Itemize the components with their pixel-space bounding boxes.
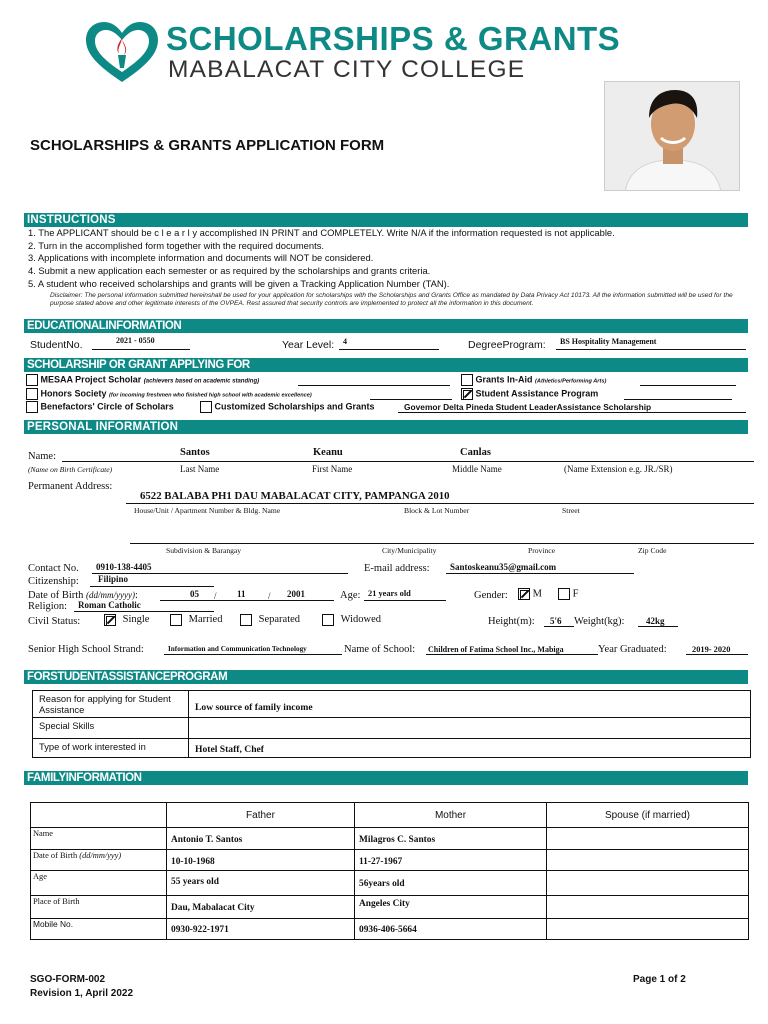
civil-married-checkbox[interactable] [170,614,182,626]
table-row [33,718,751,739]
dob-month[interactable]: 11 [237,589,246,599]
family-dob-note: (dd/mm/yyy) [79,851,122,860]
father-mobile[interactable]: 0930-922-1971 [167,919,355,940]
school-value[interactable]: Children of Fatima School Inc., Mabiga [428,645,564,654]
sap-label: Student Assistance Program [475,388,599,399]
contact-label: Contact No. [28,563,79,574]
civil-widowed-checkbox[interactable] [322,614,334,626]
age-value[interactable]: 21 years old [368,589,411,598]
customized-checkbox[interactable] [200,401,212,413]
name-note: (Name on Birth Certificate) [28,465,113,474]
instruction-item: 3. Applications with incomplete information and documents will NOT be considered. [28,252,374,264]
benefactors-checkbox[interactable] [26,401,38,413]
weight-label: Weight(kg): [574,616,625,627]
spouse-name[interactable] [547,828,749,850]
citizenship-line [90,586,214,587]
family-mobile-label: Mobile No. [31,919,167,940]
family-col-mother: Mother [355,803,547,828]
sap-reason-label: Reason for applying for Student Assistance [33,691,189,718]
family-heading: FAMILYINFORMATION [24,771,748,785]
weight-value[interactable]: 42kg [646,616,665,626]
family-header-empty [31,803,167,828]
grad-label: Year Graduated: [598,644,667,655]
degree-label: DegreeProgram: [468,339,546,351]
student-no-line [92,349,190,350]
mother-dob[interactable]: 11-27-1967 [355,850,547,871]
table-row [33,739,751,758]
sap-table [32,690,751,758]
father-pob[interactable]: Dau, Mabalacat City [167,896,355,919]
first-name-value[interactable]: Keanu [313,447,343,458]
email-line [446,573,634,574]
civil-married-option[interactable] [170,614,222,626]
height-value[interactable]: 5'6 [550,616,562,626]
civil-single-label: Single [122,614,150,626]
name-line [62,461,754,462]
disclaimer: Disclaimer: The personal information submitted hereinshall be used for your application for scholarships with the Scholarships and Grants Office as mandated by Data Privacy Act 10173. All the information submitted will be used for the purpose stated above and other legitimate interests of the OVPEA. Rest assured that security controls are implemented to protect all the information in this document. [50,292,733,307]
sap-reason-value[interactable]: Low source of family income [189,691,751,718]
honors-label: Honors Society [40,388,107,399]
house-label: House/Unit / Apartment Number & Bldg. Name [134,506,281,515]
spouse-pob[interactable] [547,896,749,919]
scholarship-heading: SCHOLARSHIP OR GRANT APPLYING FOR [24,358,748,372]
family-pob-label: Place of Birth [31,896,167,919]
address-line-2 [130,543,754,544]
last-name-label: Last Name [180,464,220,474]
header-title: SCHOLARSHIPS & GRANTS [166,20,621,57]
instruction-item: 2. Turn in the accomplished form together with the required documents. [28,239,324,251]
mesaa-option[interactable] [26,374,259,386]
family-col-father: Father [167,803,355,828]
year-level-line [339,349,439,350]
table-row [31,896,749,919]
sap-work-value[interactable]: Hotel Staff, Chef [189,739,751,758]
height-label: Height(m): [488,616,535,627]
heart-torch-icon [84,20,160,84]
province-label: Province [528,546,555,555]
last-name-value[interactable]: Santos [180,447,210,458]
family-col-spouse: Spouse (if married) [547,803,749,828]
header-subtitle: MABALACAT CITY COLLEGE [168,56,526,83]
sap-skills-value[interactable] [189,718,751,739]
grants-in-aid-option[interactable] [461,374,606,386]
year-level-value[interactable]: 4 [343,337,347,346]
middle-name-value[interactable]: Canlas [460,447,491,458]
table-row [33,691,751,718]
sap-work-label: Type of work interested in [33,739,189,758]
sap-skills-label: Special Skills [33,718,189,739]
family-age-label: Age [31,871,167,896]
honors-option[interactable] [26,388,312,400]
mesaa-label: MESAA Project Scholar [40,374,142,385]
mother-mobile[interactable]: 0936-406-5664 [355,919,547,940]
mother-age[interactable]: 56years old [355,871,547,896]
city-label: City/Municipality [382,546,437,555]
religion-label: Religion: [28,601,68,612]
spouse-dob[interactable] [547,850,749,871]
table-row [31,871,749,896]
grad-line [686,654,748,655]
sap-line [624,399,732,400]
dob-slash-1: / [214,591,217,601]
mesaa-note: (achievers based on academic standing) [143,378,260,385]
subdivision-label: Subdivision & Barangay [166,546,242,555]
school-line [426,654,598,655]
dob-slash-2: / [268,591,271,601]
dob-line [160,600,334,601]
degree-line [556,349,746,350]
table-row [31,850,749,871]
height-line [544,626,574,627]
person-photo-icon [605,82,740,191]
sap-checkbox[interactable] [461,388,473,400]
shs-label: Senior High School Strand: [28,644,144,655]
family-table [30,802,749,940]
name-ext-label: (Name Extension e.g. JR./SR) [564,464,673,474]
mesaa-checkbox[interactable] [26,374,38,386]
grad-value[interactable]: 2019- 2020 [692,645,731,654]
shs-value[interactable]: Information and Communication Technology [168,645,307,653]
dob-note: (dd/mm/yyyy) [86,590,136,600]
instruction-item: 5. A student who received scholarships and grants will be given a Tracking Application Number (TAN). [28,277,450,289]
contact-value[interactable]: 0910-138-4405 [96,562,152,572]
age-label: Age: [340,590,361,601]
family-dob-label-cell [31,850,167,871]
address-label: Permanent Address: [28,481,113,492]
zip-label: Zip Code [638,546,667,555]
honors-note: (for incoming freshmen who finished high school with academic excellence) [109,392,312,399]
email-label: E-mail address: [364,563,430,574]
citizenship-label: Citizenship: [28,576,79,587]
table-row [31,803,749,828]
honors-checkbox[interactable] [26,388,38,400]
mother-pob[interactable]: Angeles City [355,896,547,919]
grants-in-aid-note: (Athletics/Performing Arts) [535,378,607,385]
age-line [364,600,446,601]
table-row [31,919,749,940]
name-label: Name: [28,451,56,462]
gender-male-label: M [532,588,542,600]
grants-in-aid-checkbox[interactable] [461,374,473,386]
gender-male-option[interactable] [518,588,542,600]
year-level-label: Year Level: [282,339,335,351]
gender-female-option[interactable] [558,588,578,600]
instruction-item: 4. Submit a new application each semester or as required by the scholarships and grants criteria. [28,265,431,277]
contact-line [92,573,348,574]
father-dob[interactable]: 10-10-1968 [167,850,355,871]
block-label: Block & Lot Number [404,506,470,515]
student-no-value[interactable]: 2021 - 0550 [116,336,155,345]
first-name-label: First Name [312,464,353,474]
degree-value[interactable]: BS Hospitality Management [560,337,657,346]
gender-male-checkbox[interactable] [518,588,530,600]
customized-line [398,412,746,413]
weight-line [638,626,678,627]
family-dob-label: Date of Birth [33,851,78,860]
spouse-age[interactable] [547,871,749,896]
civil-separated-label: Separated [258,614,301,626]
gender-label: Gender: [474,590,508,601]
instructions-heading: INSTRUCTIONS [24,213,748,227]
applicant-photo [604,81,740,191]
family-name-label: Name [31,828,167,850]
civil-widowed-option[interactable] [322,614,381,626]
dob-year[interactable]: 2001 [287,589,305,599]
civil-single-checkbox[interactable] [104,614,116,626]
civil-separated-option[interactable] [240,614,300,626]
address-value[interactable]: 6522 BALABA PH1 DAU MABALACAT CITY, PAMPANGA 2010 [140,490,450,502]
citizenship-value[interactable]: Filipino [98,574,129,584]
dob-label: Date of Birth (dd/mm/yyyy): [28,590,138,601]
street-label: Street [562,506,580,515]
personal-heading: PERSONAL INFORMATION [24,420,748,434]
customized-label: Customized Scholarships and Grants [214,401,375,412]
address-line [126,503,754,504]
customized-option[interactable] [200,401,375,413]
civil-single-option[interactable] [104,614,149,626]
education-heading: EDUCATIONALINFORMATION [24,319,748,333]
shs-line [164,654,342,655]
civil-widowed-label: Widowed [340,614,382,626]
gender-female-checkbox[interactable] [558,588,570,600]
customized-value[interactable]: Govemor Delta Pineda Student LeaderAssistance Scholarship [404,402,652,412]
benefactors-option[interactable] [26,401,174,413]
grants-in-aid-line [640,385,736,386]
middle-name-label: Middle Name [452,464,502,474]
student-no-label: StudentNo. [30,339,83,351]
mesaa-line [298,385,450,386]
form-code: SGO-FORM-002 [30,974,106,985]
spouse-mobile[interactable] [547,919,749,940]
page-number: Page 1 of 2 [633,974,686,985]
dob-label-text: Date of Birth [28,590,84,601]
father-age[interactable]: 55 years old [167,871,355,896]
sap-option[interactable] [461,388,598,400]
civil-married-label: Married [188,614,223,626]
civil-separated-checkbox[interactable] [240,614,252,626]
civil-status-label: Civil Status: [28,616,81,627]
dob-day[interactable]: 05 [190,589,199,599]
religion-value[interactable]: Roman Catholic [78,600,141,610]
school-label: Name of School: [344,644,416,655]
gender-female-label: F [572,588,579,600]
instruction-list [28,227,748,291]
religion-line [74,611,214,612]
form-title: SCHOLARSHIPS & GRANTS APPLICATION FORM [30,137,385,154]
instruction-item: 1. The APPLICANT should be c l e a r l y accomplished IN PRINT and COMPLETELY. Write N/A if the information requested is not applicable. [28,227,615,238]
grants-in-aid-label: Grants In-Aid [475,374,533,385]
email-value[interactable]: Santoskeanu35@gmail.com [450,562,557,572]
benefactors-label: Benefactors' Circle of Scholars [40,401,174,412]
mother-name[interactable]: Milagros C. Santos [355,828,547,850]
sap-section-heading: FORSTUDENTASSISTANCEPROGRAM [24,670,748,684]
revision: Revision 1, April 2022 [30,988,134,999]
table-row [31,828,749,850]
honors-line [370,399,452,400]
father-name[interactable]: Antonio T. Santos [167,828,355,850]
college-logo [84,20,160,84]
